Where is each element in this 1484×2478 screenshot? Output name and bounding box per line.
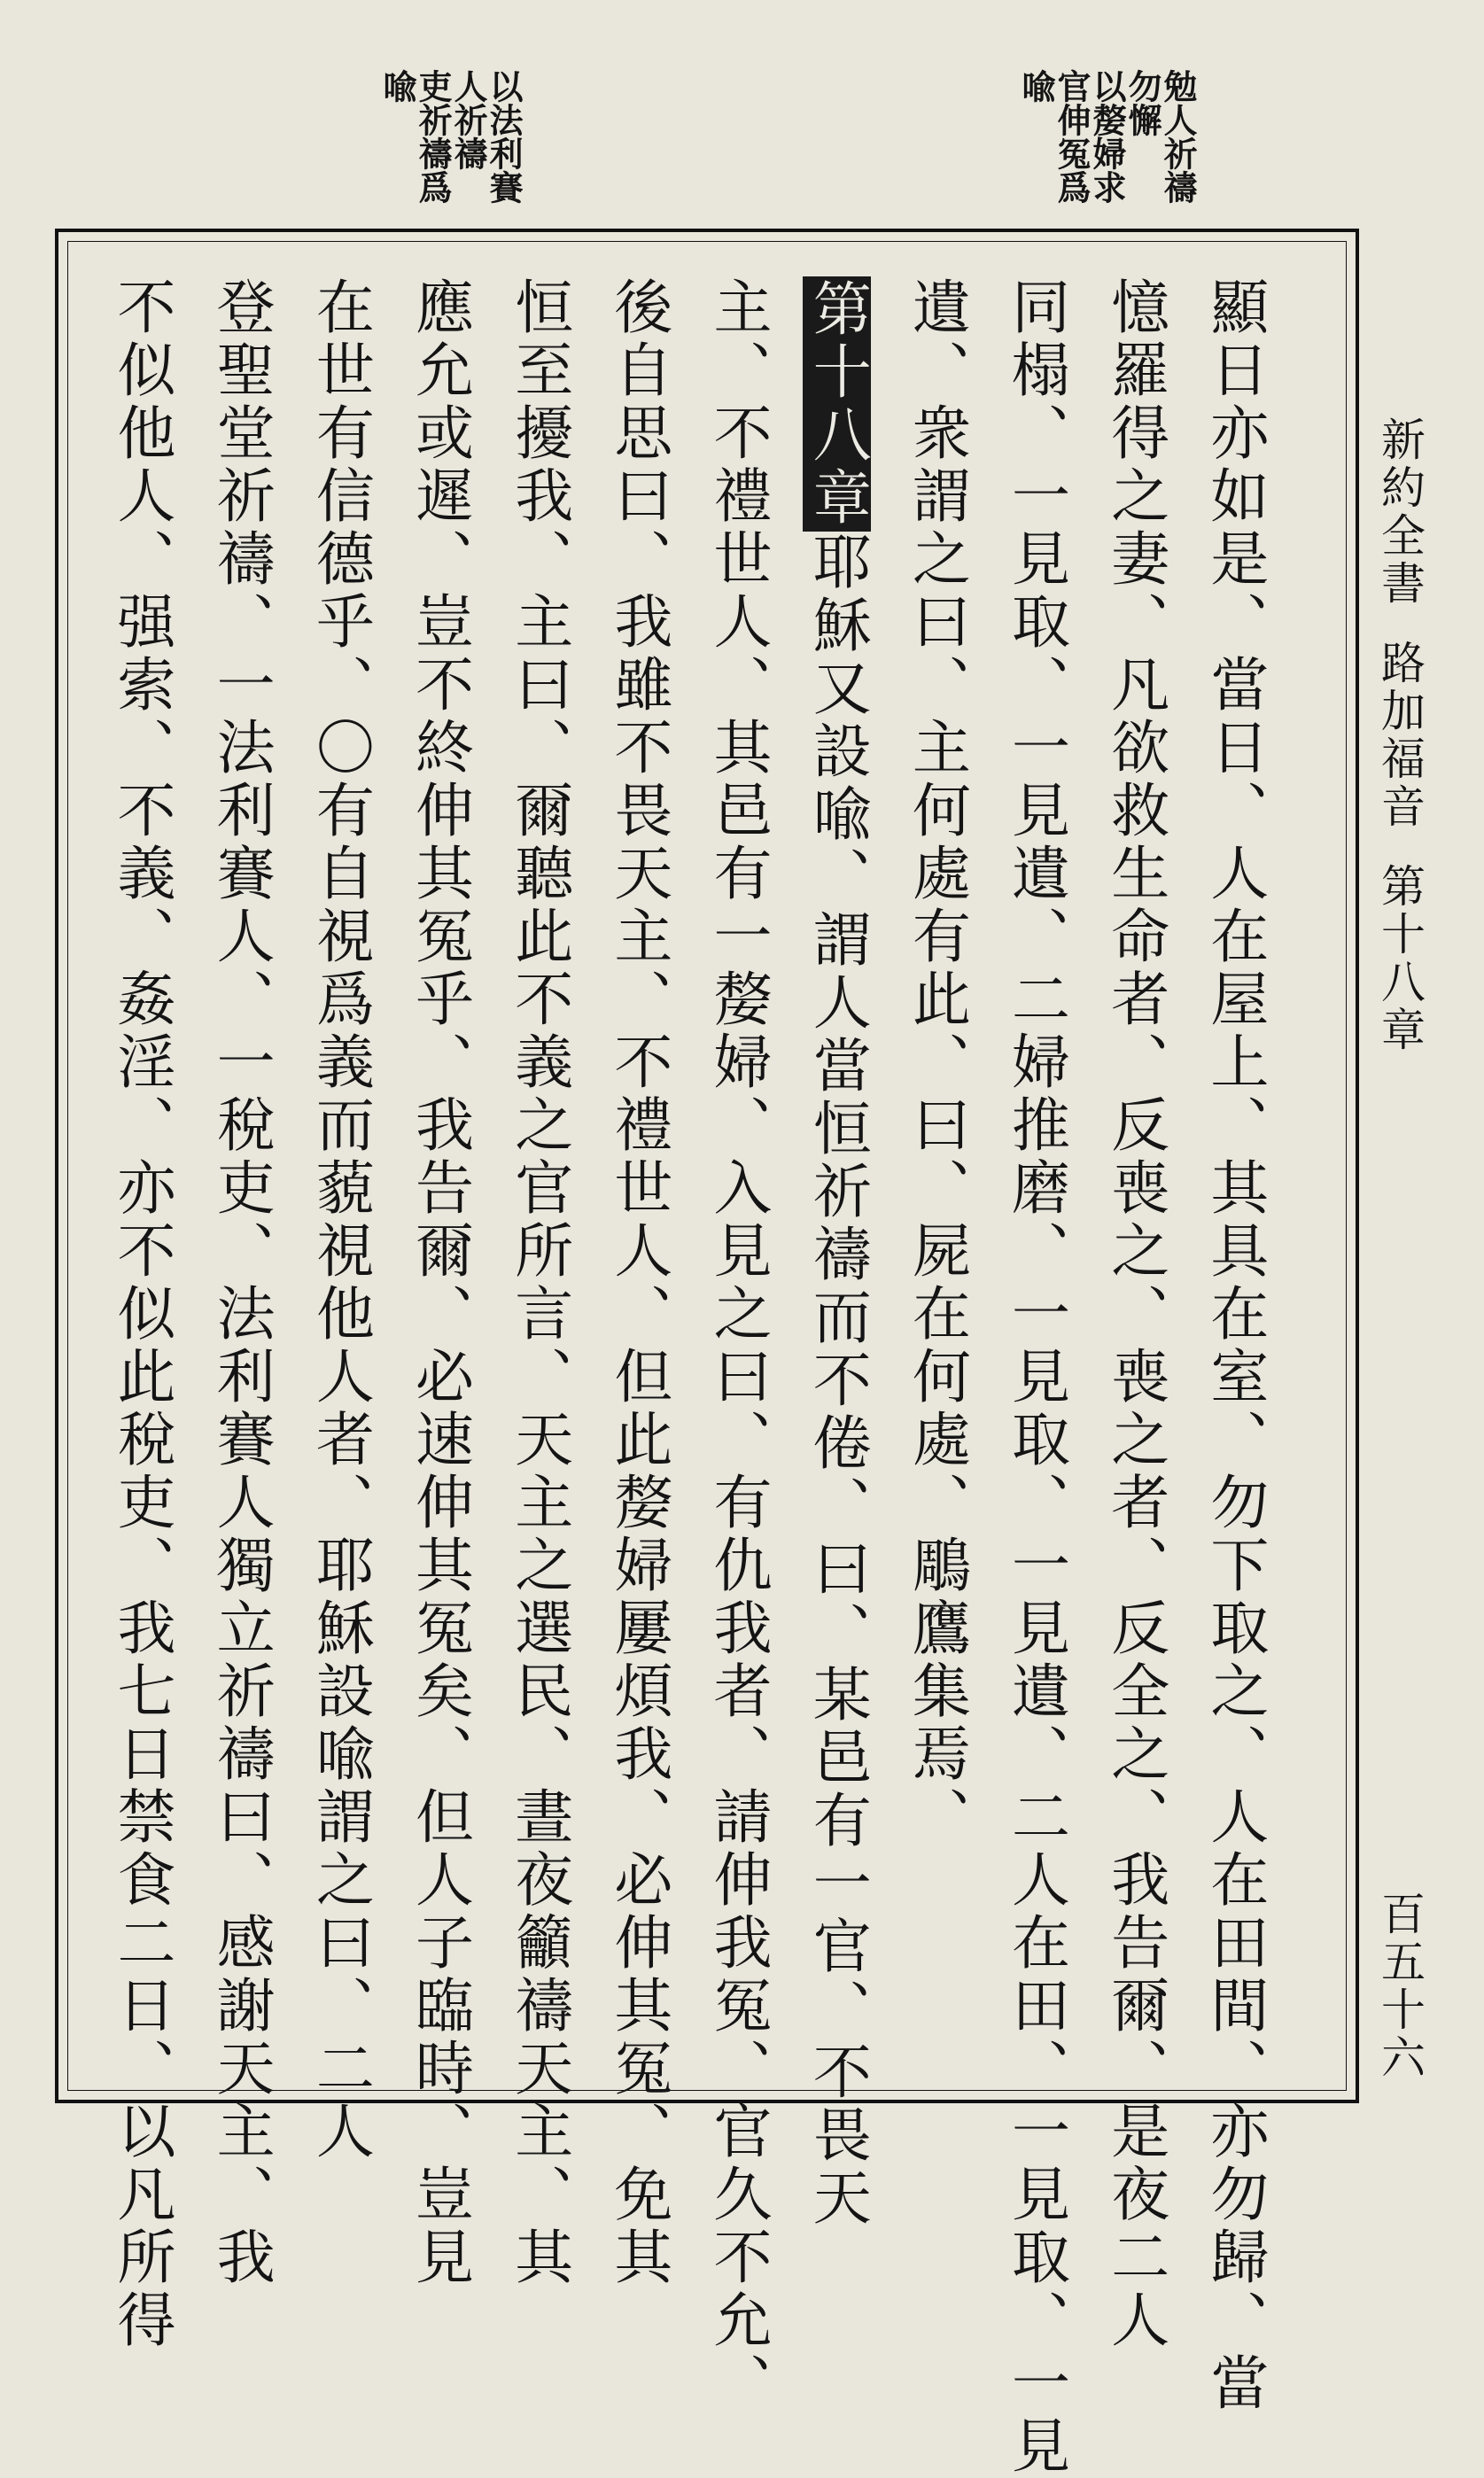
headnote-left (111, 69, 524, 204)
text-column: 主、不禮世人、其邑有一嫠婦、入見之曰、有仇我者、請伸我冤、官久不允、 (703, 276, 773, 2415)
text-column: 同榻、一見取、一見遺、二婦推磨、一見取、一見遺、二人在田、一見取、一見 (1001, 276, 1070, 2478)
text-column: 顯日亦如是、當日、人在屋上、其具在室、勿下取之、人在田間、亦勿歸、當 (1200, 276, 1269, 2415)
text-column: 後自思曰、我雖不畏天主、不禮世人、但此嫠婦屢煩我、必伸其冤、免其 (603, 276, 672, 2289)
page-number: 百五十六 (1374, 1891, 1426, 2082)
text-column: 不似他人、强索、不義、姦淫、亦不似此稅吏、我七日禁食二日、以凡所得 (107, 276, 175, 2352)
text-column: 憶羅得之妻、凡欲救生命者、反喪之、喪之者、反全之、我告爾、是夜二人 (1100, 276, 1169, 2352)
chapter-heading: 第十八章 (1374, 863, 1426, 1054)
headnote-line: 官伸冤爲 (1052, 69, 1092, 204)
headnote-line: 吏祈禱爲 (413, 69, 453, 204)
text-column (803, 276, 872, 2230)
text-frame (55, 229, 1359, 2478)
headnote-line: 以法利賽 (484, 69, 524, 204)
book-title: 新約全書 (1374, 416, 1426, 608)
headnote-line: 以嫠婦求 (1087, 69, 1127, 204)
headnote-line: 喩 (377, 69, 417, 103)
text-column: 遺、衆謂之曰、主何處有此、曰、屍在何處、鵰鷹集焉、 (902, 276, 971, 1849)
text-column: 恒至擾我、主曰、爾聽此不義之官所言、天主之選民、晝夜籲禱天主、其 (504, 276, 573, 2289)
text-column: 應允或遲、豈不終伸其冤乎、我告爾、必速伸其冤矣、但人子臨時、豈見 (405, 276, 474, 2289)
headnote-line: 勿懈 (1123, 69, 1162, 136)
chapter-opening-text: 耶穌又設喩、謂人當恒祈禱而不倦、曰、某邑有一官、不畏天 (803, 532, 872, 2230)
headnote-line: 勉人祈禱 (1158, 69, 1198, 204)
headnote-line: 喩 (1016, 69, 1056, 103)
gospel-title: 路加福音 (1374, 640, 1426, 831)
chapter-label: 第十八章 (803, 278, 872, 530)
running-head (1364, 416, 1435, 2082)
text-column: 在世有信德乎、〇有自視爲義而藐視他人者、耶穌設喩謂之曰、二人 (306, 276, 375, 2163)
headnote-right (682, 69, 1198, 204)
headnote-line: 人祈禱 (448, 69, 488, 170)
main-text (107, 276, 1269, 2478)
text-column: 登聖堂祈禱、一法利賽人、一稅吏、法利賽人獨立祈禱曰、感謝天主、我 (206, 276, 276, 2289)
